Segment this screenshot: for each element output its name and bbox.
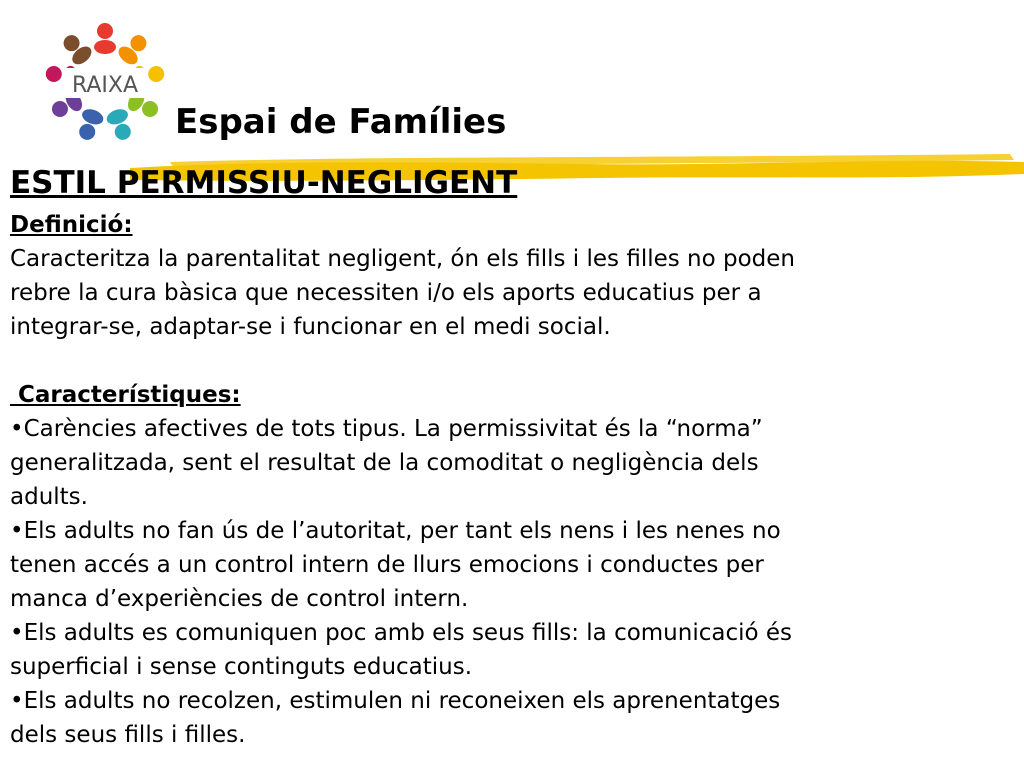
definition-heading: Definició: [10,212,133,238]
logo-figure-head [115,124,131,140]
characteristics-line: generalitzada, sent el resultat de la comoditat o negligència dels [10,450,759,476]
logo-figure-head [130,35,146,51]
characteristics-heading: Característiques: [10,382,241,408]
slide-body [10,208,1010,752]
characteristics-line: •Els adults es comuniquen poc amb els seus fills: la comunicació és [10,620,793,646]
characteristics-line: dels seus fills i filles. [10,722,246,748]
spacer [10,344,1010,378]
characteristics-line: •Carències afectives de tots tipus. La permissivitat és la “norma” [10,416,763,442]
definition-line: integrar-se, adaptar-se i funcionar en el medi social. [10,314,611,340]
definition-line: rebre la cura bàsica que necessiten i/o els aports educatius per a [10,280,762,306]
logo-figure-body [94,40,116,54]
logo-figure-head [64,35,80,51]
characteristics-line: •Els adults no fan ús de l’autoritat, per tant els nens i les nenes no [10,518,781,544]
slide-title: ESTIL PERMISSIU-NEGLIGENT [10,165,518,201]
logo-figure-head [148,66,164,82]
raixa-logo [40,18,170,148]
characteristics-line: adults. [10,484,88,510]
brand-title: Espai de Famílies [175,102,507,142]
logo-figure-head [52,101,68,117]
logo-figure-body [80,106,105,127]
logo-figure-head [46,66,62,82]
logo-wordmark: RAIXA [71,73,139,98]
logo-figure-head [79,124,95,140]
logo-figure-head [142,101,158,117]
characteristics-line: superficial i sense continguts educatius. [10,654,473,680]
characteristics-line: manca d’experiències de control intern. [10,586,469,612]
logo-figure-body [105,106,130,127]
characteristics-line: tenen accés a un control intern de llurs emocions i conductes per [10,552,764,578]
characteristics-line: •Els adults no recolzen, estimulen ni reconeixen els aprenentatges [10,688,781,714]
logo-figure-head [97,23,113,39]
definition-line: Caracteritza la parentalitat negligent, ón els fills i les filles no poden [10,246,795,272]
